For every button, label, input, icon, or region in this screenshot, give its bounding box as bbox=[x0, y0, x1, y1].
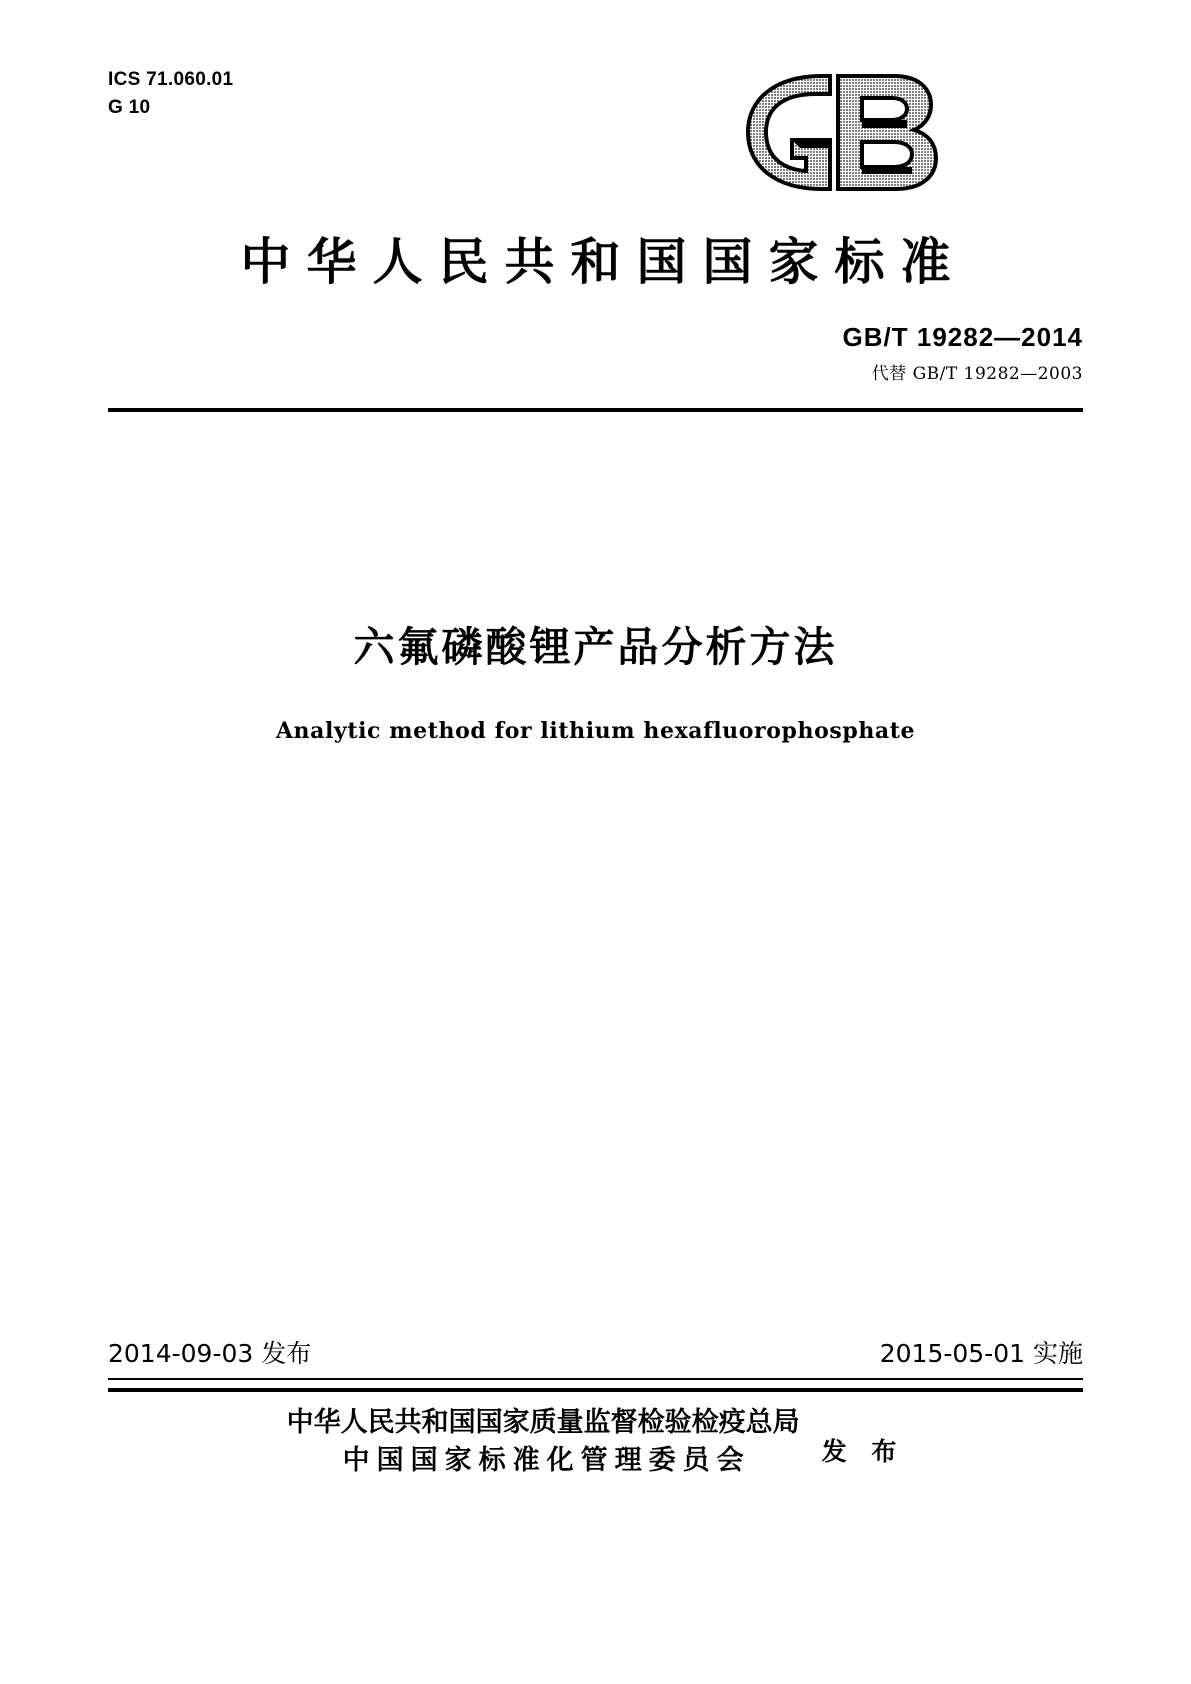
standard-replaces: 代替 GB/T 19282—2003 bbox=[871, 364, 1083, 384]
publisher-names bbox=[287, 1404, 800, 1481]
document-title-en: Analytic method for lithium hexafluorophosphate bbox=[275, 718, 916, 744]
divider-bottom-thick bbox=[108, 1388, 1083, 1392]
issue-date: 2014-09-03 发布 bbox=[108, 1339, 312, 1368]
publisher-line-2: 中国国家标准化管理委员会 bbox=[342, 1445, 751, 1477]
ics-block bbox=[108, 66, 233, 121]
implementation-date: 2015-05-01 实施 bbox=[879, 1339, 1083, 1368]
publisher-line-1: 中华人民共和国国家质量监督检验检疫总局 bbox=[286, 1407, 800, 1438]
divider-top bbox=[108, 408, 1083, 412]
classification-code: G 10 bbox=[108, 96, 151, 118]
publisher-block bbox=[0, 1404, 1191, 1481]
ics-code: ICS 71.060.01 bbox=[108, 69, 234, 90]
standard-number: GB/T 19282—2014 bbox=[842, 322, 1083, 352]
standard-number-block bbox=[843, 322, 1083, 384]
publisher-action: 发 布 bbox=[821, 1437, 905, 1467]
national-standard-title: 中华人民共和国国家标准 bbox=[240, 233, 967, 291]
document-title-cn: 六氟磷酸锂产品分析方法 bbox=[353, 623, 838, 671]
divider-bottom-thin bbox=[108, 1378, 1083, 1380]
gb-emblem-icon bbox=[726, 70, 956, 195]
